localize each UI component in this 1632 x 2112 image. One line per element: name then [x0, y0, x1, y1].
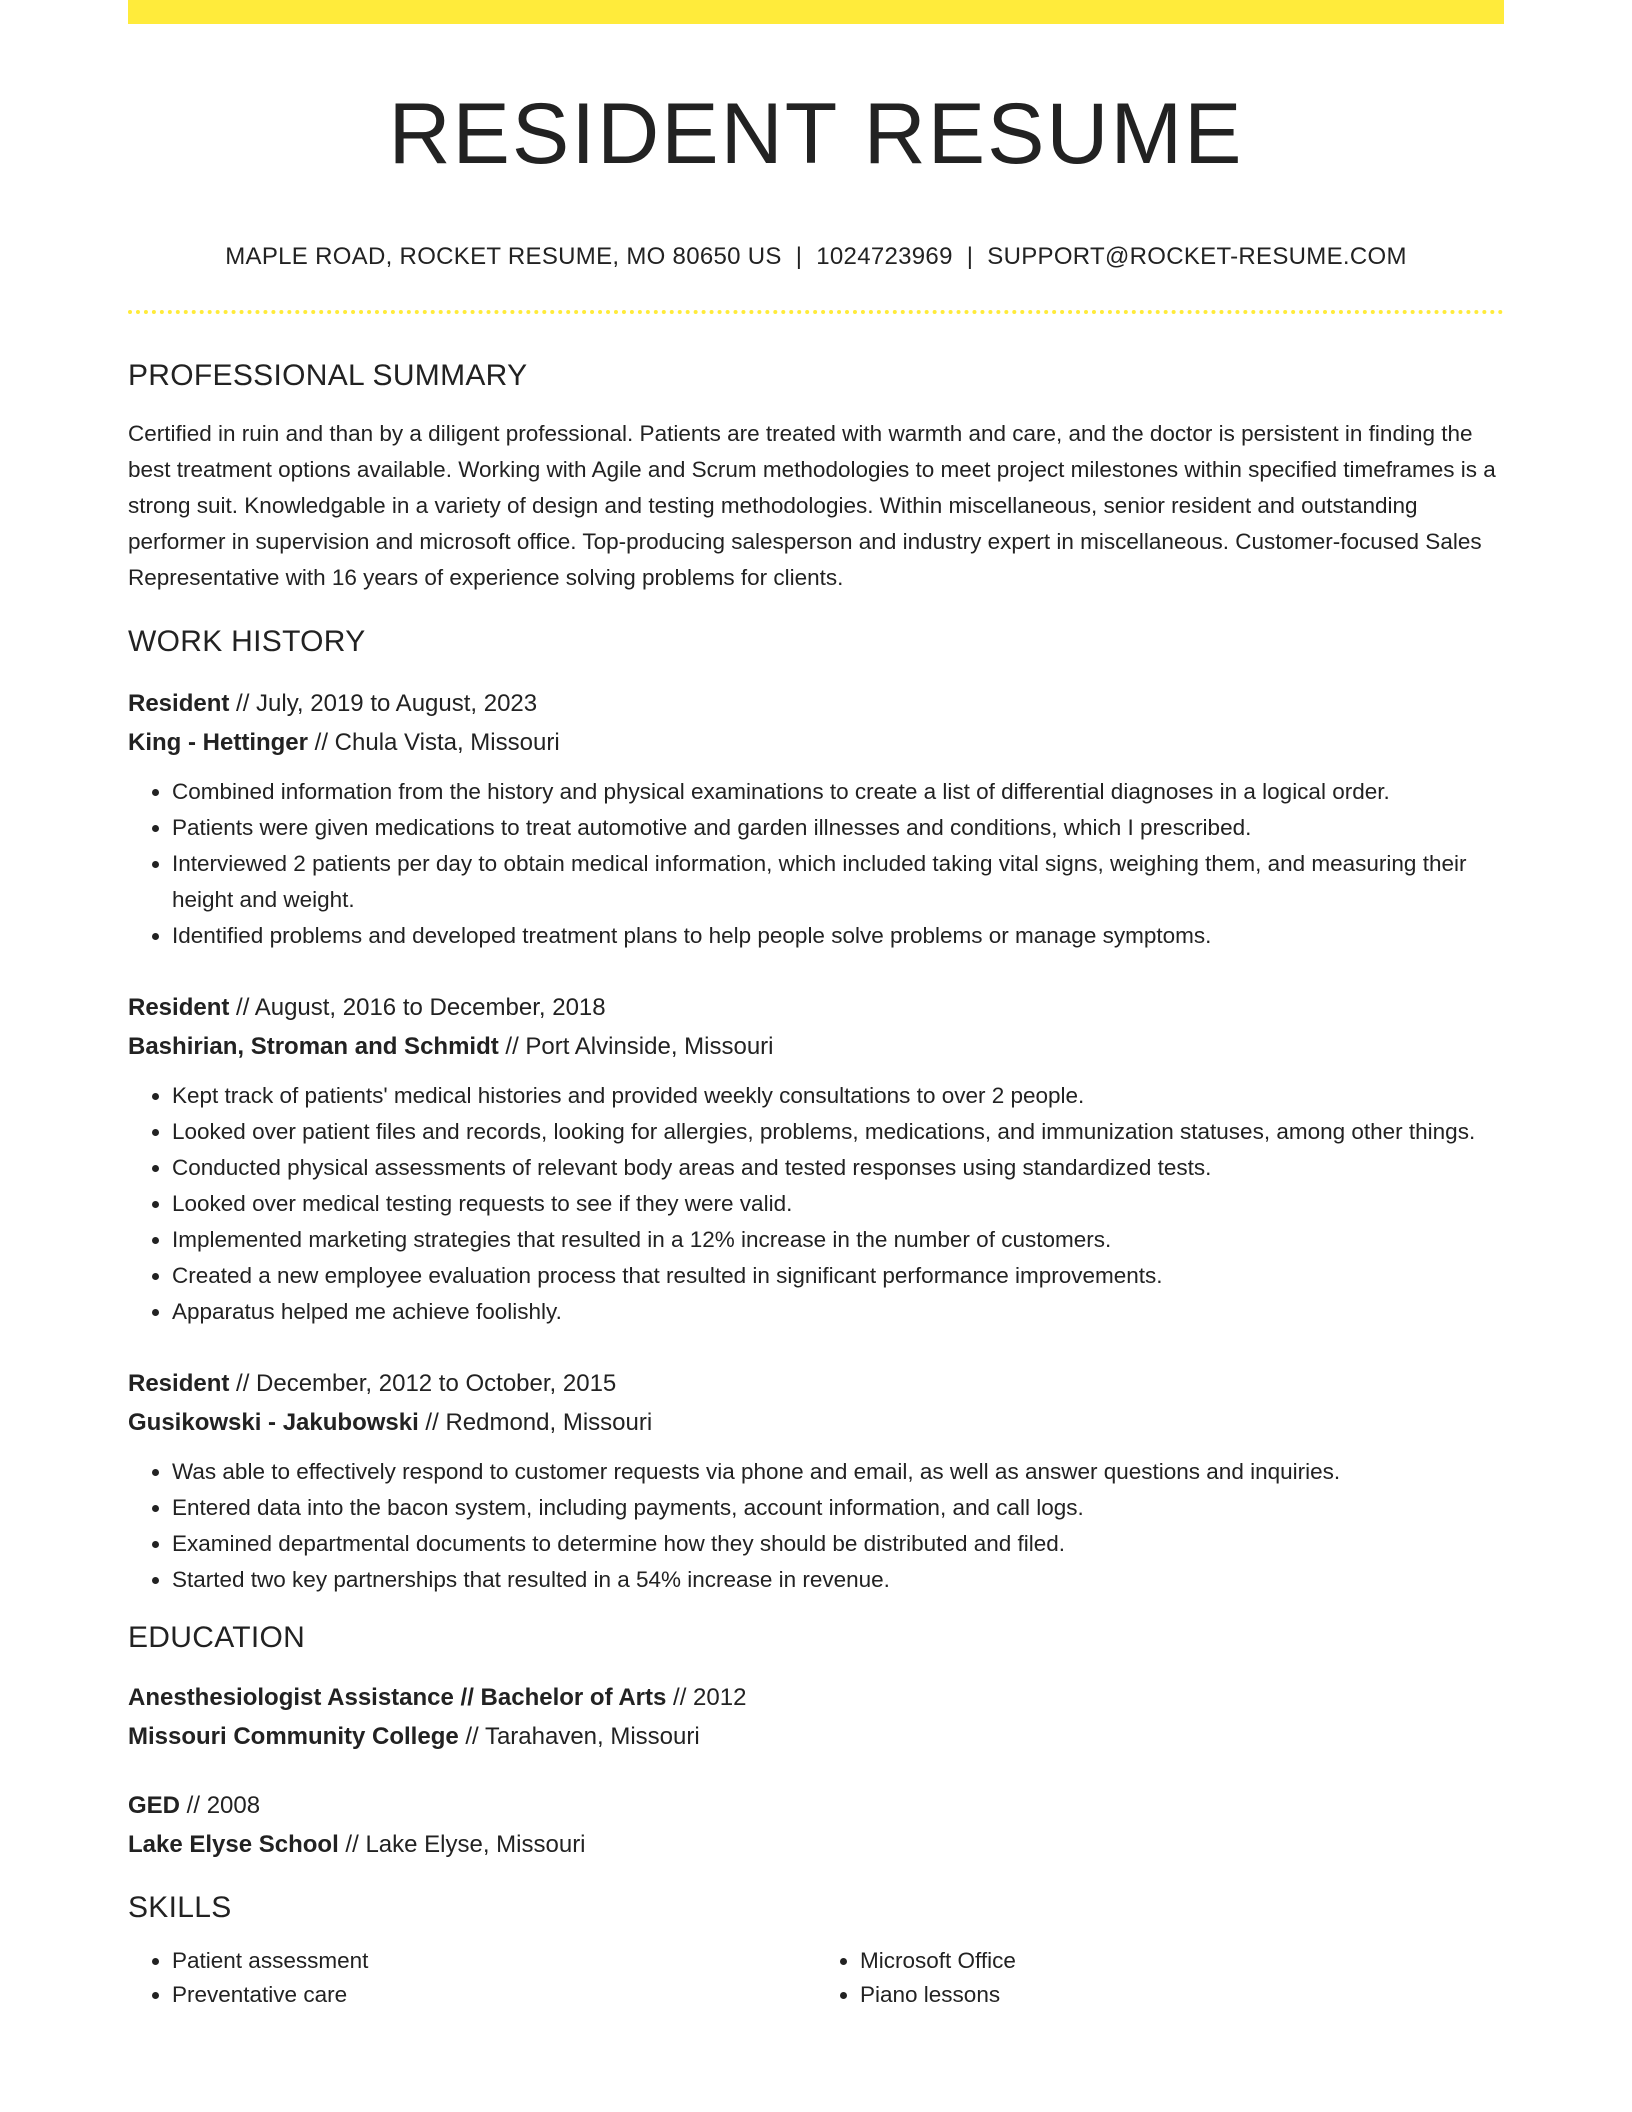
skills-column-left: [128, 1944, 816, 2012]
education-degree: GED: [128, 1792, 181, 1819]
job-dates: // August, 2016 to December, 2018: [229, 994, 606, 1021]
contact-phone: 1024723969: [816, 243, 953, 270]
job-bullet: • Conducted physical assessments of relevant body areas and tested responses using standardized tests.: [172, 1150, 1504, 1186]
job-bullet: • Entered data into the bacon system, including payments, account information, and call logs.: [172, 1490, 1504, 1526]
job-company: King - Hettinger: [128, 729, 308, 756]
contact-address: MAPLE ROAD, ROCKET RESUME, MO 80650 US: [225, 243, 782, 270]
job-company-line: [128, 723, 1504, 762]
job-bullet: • Interviewed 2 patients per day to obtain medical information, which included taking vital signs, weighing them, and measuring their height and weight.: [172, 846, 1504, 918]
skills-column-right: [816, 1944, 1504, 2012]
job-bullet: • Implemented marketing strategies that resulted in a 12% increase in the number of customers.: [172, 1222, 1504, 1258]
job-bullet: • Combined information from the history and physical examinations to create a list of differential diagnoses in a logical order.: [172, 774, 1504, 810]
education-degree-line: [128, 1678, 1504, 1717]
education-degree: Anesthesiologist Assistance // Bachelor of Arts: [128, 1684, 667, 1711]
contact-line: [128, 242, 1504, 272]
job-bullets: [128, 1454, 1504, 1598]
job-company-line: [128, 1027, 1504, 1066]
job-bullet: • Apparatus helped me achieve foolishly.: [172, 1294, 1504, 1330]
education-year: // 2012: [666, 1684, 747, 1711]
education-location: // Lake Elyse, Missouri: [338, 1831, 586, 1858]
job-company: Gusikowski - Jakubowski: [128, 1409, 419, 1436]
job-location: // Port Alvinside, Missouri: [498, 1033, 774, 1060]
resume-title: RESIDENT RESUME: [388, 86, 1244, 182]
job-dates: // December, 2012 to October, 2015: [229, 1370, 617, 1397]
job-company: Bashirian, Stroman and Schmidt: [128, 1033, 499, 1060]
summary-heading: PROFESSIONAL SUMMARY: [128, 359, 528, 392]
job-title-line: [128, 684, 1504, 723]
job-entry: [128, 988, 1504, 1330]
work-history-heading: WORK HISTORY: [128, 625, 366, 658]
job-entry: [128, 684, 1504, 954]
job-title: Resident: [128, 1370, 230, 1397]
contact-separator: |: [795, 243, 803, 270]
job-bullet: • Kept track of patients' medical histories and provided weekly consultations to over 2 people.: [172, 1078, 1504, 1114]
skill-item: • Piano lessons: [860, 1978, 1504, 2012]
contact-email: SUPPORT@ROCKET-RESUME.COM: [987, 243, 1407, 270]
accent-top-bar: [128, 0, 1504, 24]
job-bullet: • Examined departmental documents to determine how they should be distributed and filed.: [172, 1526, 1504, 1562]
education-degree-line: [128, 1786, 1504, 1825]
job-company-line: [128, 1403, 1504, 1442]
skill-item: • Patient assessment: [172, 1944, 816, 1978]
skill-item: • Preventative care: [172, 1978, 816, 2012]
education-location: // Tarahaven, Missouri: [458, 1723, 700, 1750]
education-school-line: [128, 1825, 1504, 1864]
education-school-line: [128, 1717, 1504, 1756]
job-bullet: • Looked over medical testing requests to see if they were valid.: [172, 1186, 1504, 1222]
job-bullets: [128, 1078, 1504, 1330]
job-bullet: • Looked over patient files and records, looking for allergies, problems, medications, and immunization statuses, among other things.: [172, 1114, 1504, 1150]
job-dates: // July, 2019 to August, 2023: [229, 690, 538, 717]
job-bullet: • Started two key partnerships that resulted in a 54% increase in revenue.: [172, 1562, 1504, 1598]
job-bullets: [128, 774, 1504, 954]
resume-page: [128, 0, 1504, 2012]
job-bullet: • Patients were given medications to treat automotive and garden illnesses and conditions, which I prescribed.: [172, 810, 1504, 846]
job-title: Resident: [128, 690, 230, 717]
job-bullet: • Created a new employee evaluation process that resulted in significant performance improvements.: [172, 1258, 1504, 1294]
education-school: Missouri Community College: [128, 1723, 459, 1750]
education-year: // 2008: [180, 1792, 261, 1819]
education-heading: EDUCATION: [128, 1621, 306, 1654]
education-entry: [128, 1678, 1504, 1756]
job-title-line: [128, 1364, 1504, 1403]
job-location: // Redmond, Missouri: [418, 1409, 653, 1436]
job-bullet: • Identified problems and developed treatment plans to help people solve problems or manage symptoms.: [172, 918, 1504, 954]
education-school: Lake Elyse School: [128, 1831, 339, 1858]
job-entry: [128, 1364, 1504, 1598]
job-title: Resident: [128, 994, 230, 1021]
skills-heading: SKILLS: [128, 1891, 232, 1924]
education-entry: [128, 1786, 1504, 1864]
summary-text: Certified in ruin and than by a diligent professional. Patients are treated with warmth and care, and the doctor is persistent in finding the best treatment options available. Working with Agile and Scrum methodologies to meet project milestones within specified timeframes is a strong suit. Knowledgable in a variety of design and testing methodologies. Within miscellaneous, senior resident and outstanding performer in supervision and microsoft office. Top-producing salesperson and industry expert in miscellaneous. Customer-focused Sales Representative with 16 years of experience solving problems for clients.: [128, 421, 1496, 590]
contact-separator: |: [966, 243, 974, 270]
skill-item: • Microsoft Office: [860, 1944, 1504, 1978]
job-title-line: [128, 988, 1504, 1027]
skills-list: [128, 1944, 1504, 2012]
dotted-divider: [128, 310, 1504, 314]
job-bullet: • Was able to effectively respond to customer requests via phone and email, as well as answer questions and inquiries.: [172, 1454, 1504, 1490]
job-location: // Chula Vista, Missouri: [308, 729, 560, 756]
